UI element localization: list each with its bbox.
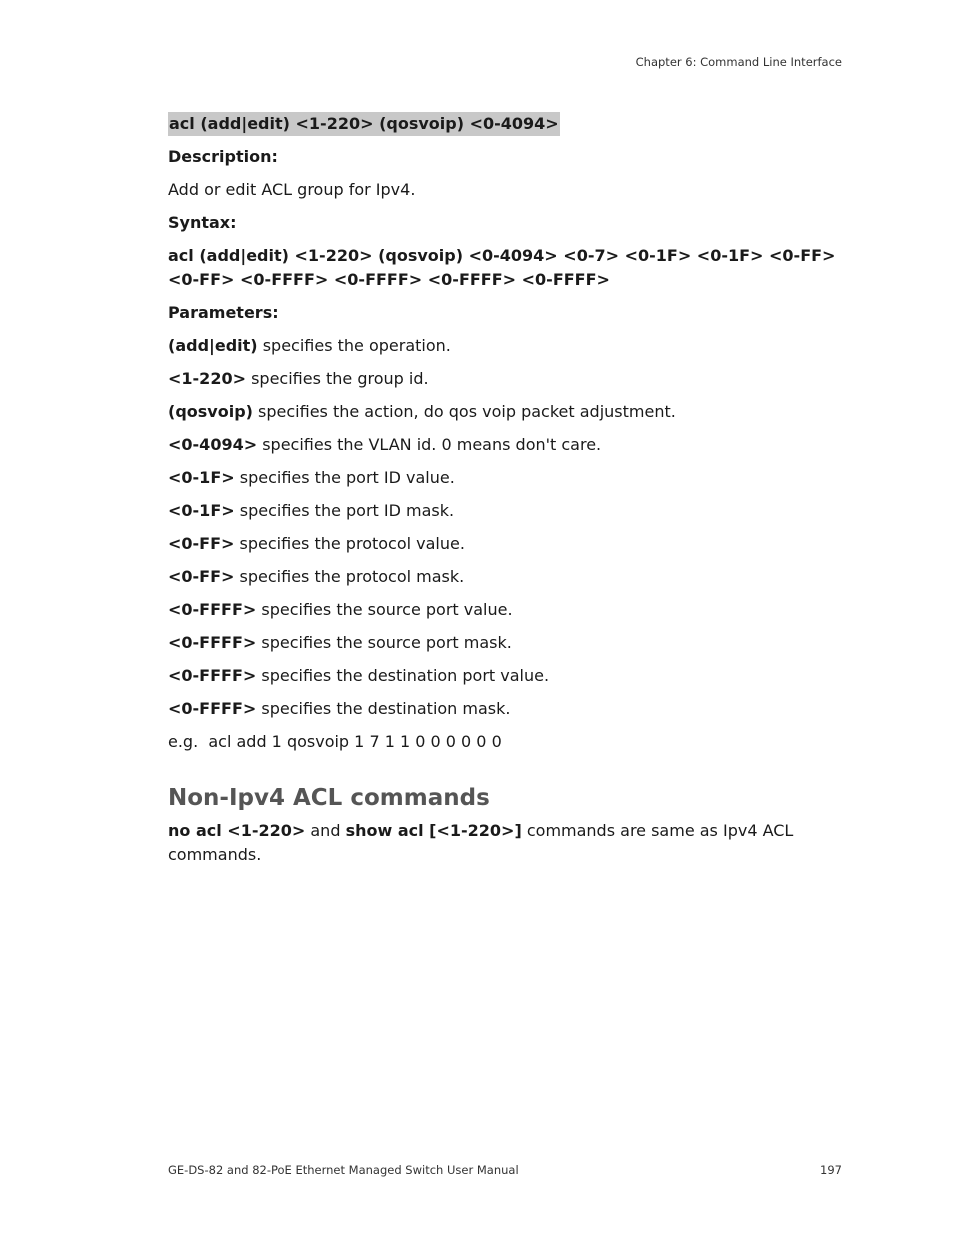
parameter-item <box>168 664 848 688</box>
section-paragraph <box>168 819 848 867</box>
parameter-text: specifies the action, do qos voip packet adjustment. <box>252 402 676 421</box>
parameter-text: specifies the VLAN id. 0 means don't care. <box>257 435 602 454</box>
parameter-item <box>168 466 848 490</box>
parameter-term: <0-FFFF> <box>168 666 257 685</box>
parameter-term: <0-FFFF> <box>168 600 257 619</box>
parameter-term: <1-220> <box>168 369 246 388</box>
parameter-item <box>168 334 848 358</box>
parameter-text: specifies the source port value. <box>256 600 513 619</box>
parameter-item <box>168 598 848 622</box>
description-label: Description: <box>168 147 278 166</box>
parameter-text: specifies the source port mask. <box>256 633 512 652</box>
section-title: Non-Ipv4 ACL commands <box>168 785 490 811</box>
page-header-chapter: Chapter 6: Command Line Interface <box>635 55 842 69</box>
parameter-text: specifies the port ID value. <box>234 468 455 487</box>
parameter-item <box>168 565 848 589</box>
parameter-term: <0-FF> <box>168 567 235 586</box>
parameter-item <box>168 532 848 556</box>
syntax-text: acl (add|edit) <1-220> (qosvoip) <0-4094> <0-7> <0-1F> <0-1F> <0-FF> <0-FF> <0-FFFF> <0-FFFF> <0-FFFF> <0-FFFF> <box>168 246 836 289</box>
parameter-text: specifies the group id. <box>245 369 429 388</box>
parameter-term: (add|edit) <box>168 336 258 355</box>
description-text: Add or edit ACL group for Ipv4. <box>168 180 416 199</box>
section-rest-text: commands are same as Ipv4 ACL commands. <box>168 821 794 864</box>
parameters-label: Parameters: <box>168 303 279 322</box>
parameter-text: specifies the protocol value. <box>234 534 465 553</box>
parameter-text: specifies the destination port value. <box>256 666 550 685</box>
parameter-term: <0-FF> <box>168 534 235 553</box>
parameter-term: <0-FFFF> <box>168 699 257 718</box>
parameter-item <box>168 631 848 655</box>
syntax-label: Syntax: <box>168 213 237 232</box>
parameter-term: <0-4094> <box>168 435 258 454</box>
parameter-text: specifies the destination mask. <box>256 699 511 718</box>
parameter-term: <0-1F> <box>168 501 235 520</box>
parameter-item <box>168 433 848 457</box>
command-no-acl: no acl <1-220> <box>168 821 306 840</box>
command-show-acl: show acl [<1-220>] <box>345 821 522 840</box>
parameter-text: specifies the protocol mask. <box>234 567 465 586</box>
footer-manual-title: GE-DS-82 and 82-PoE Ethernet Managed Switch User Manual <box>168 1163 519 1177</box>
parameter-term: <0-1F> <box>168 468 235 487</box>
parameter-text: specifies the port ID mask. <box>234 501 455 520</box>
parameter-item <box>168 499 848 523</box>
parameter-term: (qosvoip) <box>168 402 253 421</box>
example-text: e.g. acl add 1 qosvoip 1 7 1 1 0 0 0 0 0 0 <box>168 732 502 751</box>
page-content <box>168 112 848 876</box>
conjunction-text: and <box>305 821 346 840</box>
parameter-item <box>168 367 848 391</box>
command-heading: acl (add|edit) <1-220> (qosvoip) <0-4094> <box>168 112 560 136</box>
parameter-term: <0-FFFF> <box>168 633 257 652</box>
page-number: 197 <box>820 1163 842 1177</box>
page-footer <box>168 1163 842 1177</box>
parameter-item <box>168 400 848 424</box>
parameter-item <box>168 697 848 721</box>
parameter-text: specifies the operation. <box>257 336 451 355</box>
